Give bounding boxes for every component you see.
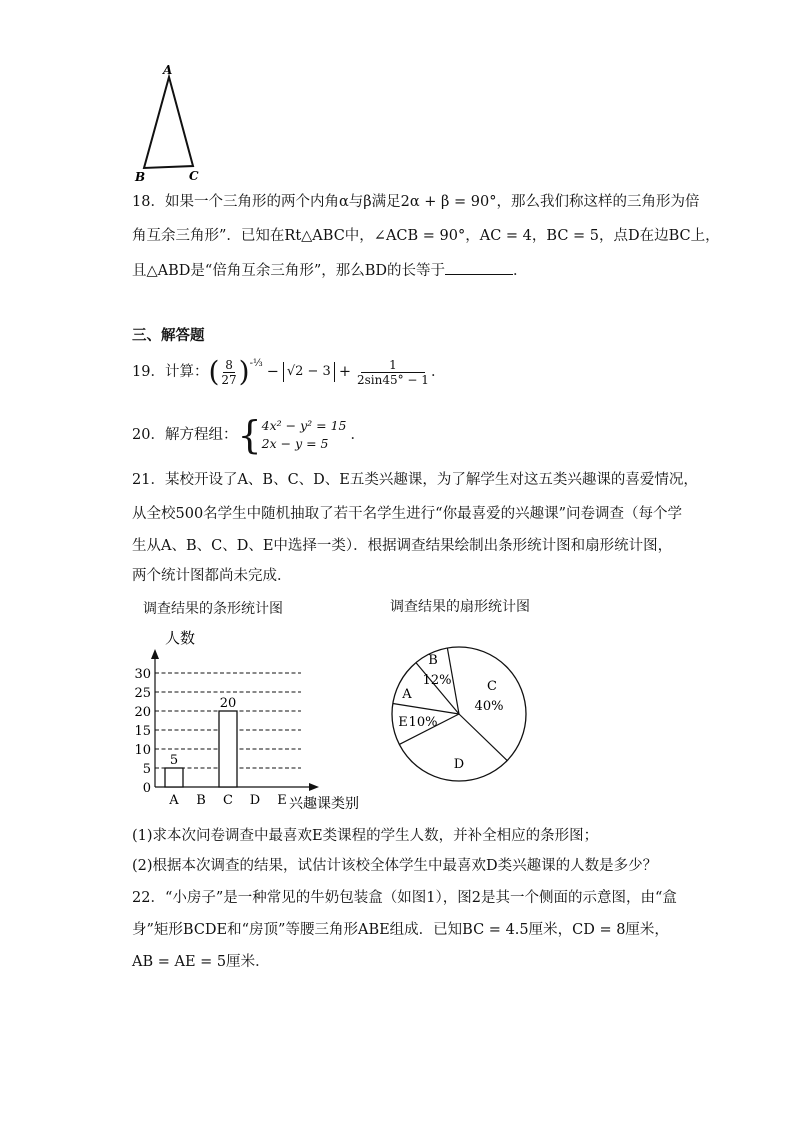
bar-y-tick-label: 5 [142, 762, 151, 777]
q21-line4: 两个统计图都尚未完成． [132, 568, 292, 584]
q19-fraction [219, 358, 238, 387]
q19-frac-num: 8 [225, 357, 233, 372]
vertex-b-label: B [135, 170, 146, 184]
q20-eq1: 4x² − y² = 15 [261, 418, 347, 433]
right-paren: ) [238, 355, 250, 388]
triangle-abc [144, 77, 193, 168]
bar-y-tick-label: 15 [134, 724, 151, 739]
answer-blank [445, 260, 513, 275]
vertex-a-label: A [163, 63, 173, 77]
pie-slice-label: E [398, 715, 408, 730]
q18-line2: 角互余三角形”．已知在Rt△ABC中，∠ACB = 90°，AC = 4，BC = 5，点D在边BC上， [132, 228, 720, 244]
q19-rfraction [355, 358, 431, 387]
bar-y-tick-label: 20 [134, 705, 151, 720]
pie-slice-label: A [402, 687, 412, 702]
bar-y-axis-arrow [151, 649, 159, 659]
q22-line2: 身”矩形BCDE和“房顶”等腰三角形ABE组成．已知BC = 4.5厘米，CD = 8厘米， [132, 922, 669, 938]
q21-sub1: (1)求本次问卷调查中最喜欢E类课程的学生人数，并补全相应的条形图； [132, 828, 599, 844]
vertex-c-label: C [189, 169, 199, 183]
q21-line1: 21．某校开设了A、B、C、D、E五类兴趣课，为了解学生对这五类兴趣课的喜爱情况， [132, 472, 698, 488]
bar-x-axis-arrow [309, 783, 319, 791]
bar-y-tick-label: 10 [134, 743, 151, 758]
pie-slice-label: D [453, 757, 465, 772]
bar-y-axis-label: 人数 [165, 629, 196, 647]
pie-slice-percent: 40% [474, 699, 504, 714]
q19-rfrac-den: 2sin45° − 1 [356, 372, 429, 387]
bar-data-label: 20 [219, 696, 237, 711]
pie-slice-label: C [487, 679, 497, 694]
bar-chart [125, 625, 385, 815]
triangle-figure [130, 60, 210, 185]
q21-line3: 生从A、B、C、D、E中选择一类）．根据调查结果绘制出条形统计图和扇形统计图， [132, 538, 673, 554]
bar-chart-title: 调查结果的条形统计图 [143, 601, 283, 617]
q21-line2: 从全校500名学生中随机抽取了若干名学生进行“你最喜爱的兴趣课”问卷调查（每个学 [132, 506, 682, 522]
bar-y-tick-label: 30 [134, 667, 151, 682]
bar-y-tick-label: 25 [134, 686, 151, 701]
pie-chart [385, 642, 535, 792]
q19-frac-den: 27 [221, 372, 237, 387]
q19-abs: √2 − 3 [283, 362, 335, 382]
q18-line1: 18．如果一个三角形的两个内角α与β满足2α + β = 90°，那么我们称这样的三角形为倍 [132, 194, 700, 210]
minus-sign: − [266, 364, 279, 380]
bar-x-tick-label: B [196, 793, 206, 808]
pie-chart-title: 调查结果的扇形统计图 [390, 599, 530, 615]
bar-x-axis-label: 兴趣课类别 [289, 796, 359, 812]
q19 [132, 352, 445, 392]
q18-line3-end: ． [513, 263, 528, 279]
section-title: 三、解答题 [132, 328, 205, 344]
q20-eq2: 2x − y = 5 [261, 436, 329, 451]
bar-x-tick-label: D [249, 793, 261, 808]
bar-data-label: 5 [169, 753, 179, 768]
q22-line3: AB = AE = 5厘米． [132, 954, 270, 970]
q22-line1: 22．“小房子”是一种常见的牛奶包装盒（如图1），图2是其一个侧面的示意图，由“盒 [132, 890, 677, 906]
system-brace: { [237, 413, 262, 457]
bar-y-tick-label: 0 [142, 781, 151, 796]
pie-slice-percent: 12% [422, 673, 452, 688]
bar-x-tick-label: E [277, 793, 287, 808]
q18-line3 [132, 260, 528, 281]
plus-sign: + [338, 364, 351, 380]
q19-rfrac-num: 1 [361, 358, 425, 373]
equation-system [262, 417, 347, 453]
q20 [132, 414, 365, 456]
q19-label: 19．计算： [132, 364, 209, 380]
bar-x-tick-label: A [169, 793, 179, 808]
bar [219, 711, 237, 787]
q18-line3-text: 且△ABD是“倍角互余三角形”，那么BD的长等于 [132, 263, 446, 279]
pie-slice-percent: 10% [408, 715, 438, 730]
q20-label: 20．解方程组： [132, 427, 238, 443]
q21-sub2: (2)根据本次调查的结果，试估计该校全体学生中最喜欢D类兴趣课的人数是多少？ [132, 858, 658, 874]
left-paren: ( [208, 355, 220, 388]
bar-x-tick-label: C [223, 793, 233, 808]
q20-end: ． [350, 427, 365, 443]
q19-end: ． [430, 364, 446, 380]
bar [165, 768, 183, 787]
pie-slice-label: B [428, 653, 438, 668]
q19-exponent: -⅓ [249, 358, 263, 369]
